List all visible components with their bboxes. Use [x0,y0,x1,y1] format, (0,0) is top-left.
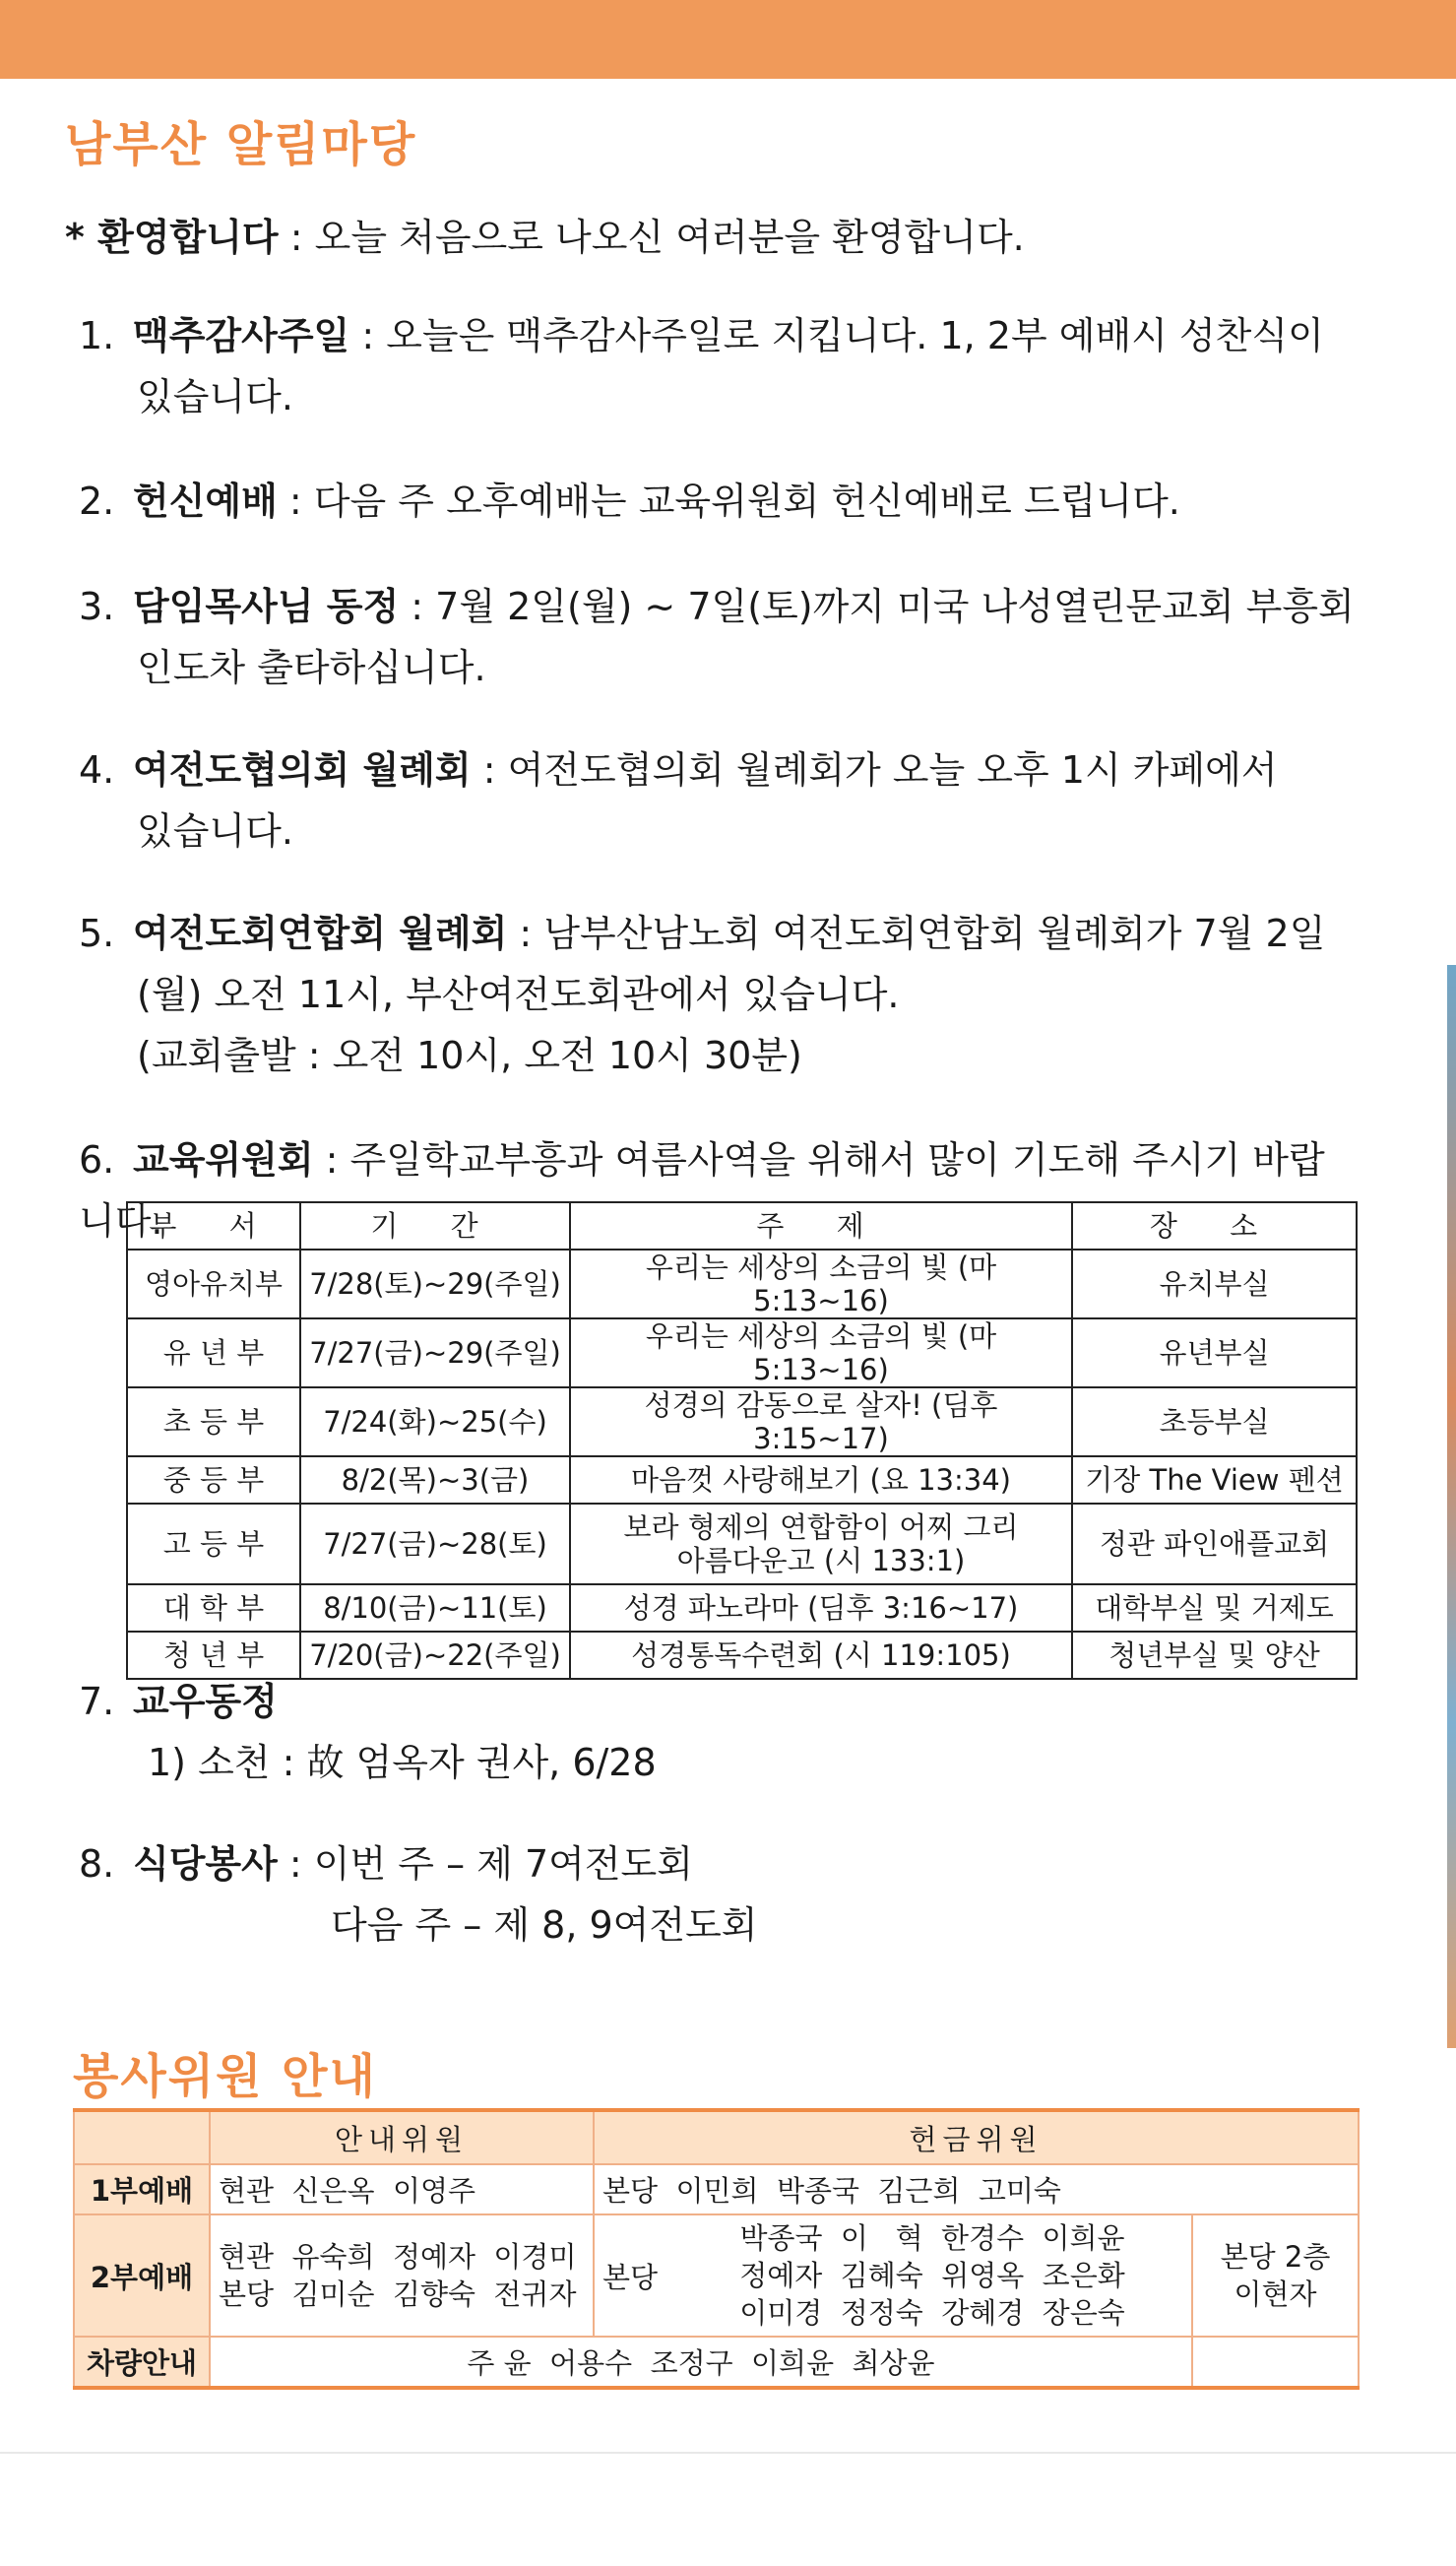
place-cell: 청년부실 및 양산 [1072,1632,1357,1679]
welcome-message [65,207,1025,261]
notice-continuation: (교회출발 : 오전 10시, 오전 10시 30분) [137,1034,802,1077]
table-header-row [127,1202,1357,1250]
header-guide: 안내위원 [210,2110,594,2164]
notice-body: : 다음 주 오후예배는 교육위원회 헌신예배로 드립니다. [277,480,1180,523]
top-color-bar [0,0,1456,79]
header-offering: 헌금위원 [594,2110,1359,2164]
place-cell: 유치부실 [1072,1250,1357,1318]
header-department: 부 서 [127,1202,300,1250]
header-theme: 주 제 [570,1202,1072,1250]
period-cell: 7/20(금)~22(주일) [300,1632,570,1679]
period-cell: 8/10(금)~11(토) [300,1584,570,1632]
table-row [127,1504,1357,1584]
notice-line: 다음 주 – 제 8, 9여전도회 [331,1903,758,1947]
theme-cell: 성경 파노라마 (딤후 3:16~17) [570,1584,1072,1632]
department-cell: 대 학 부 [127,1584,300,1632]
notice-heading: 담임목사님 동정 [133,585,400,628]
department-cell: 초 등 부 [127,1387,300,1456]
notice-number: 7. [79,1680,115,1723]
table-row [127,1318,1357,1387]
offering-place: 본당 [602,2260,659,2294]
department-cell: 영아유치부 [127,1250,300,1318]
page-title: 남부산 알림마당 [65,117,417,172]
staff-section-title: 봉사위원 안내 [73,2049,377,2104]
education-schedule-table [126,1201,1358,1680]
offering-names [594,2214,1192,2337]
department-cell: 청 년 부 [127,1632,300,1679]
theme-cell: 우리는 세상의 소금의 빛 (마 5:13~16) [570,1250,1072,1318]
header-period: 기 간 [300,1202,570,1250]
period-cell: 7/28(토)~29(주일) [300,1250,570,1318]
offering-line: 박종국 이 혁 한경수 이희윤 [739,2221,1125,2255]
notice-3 [79,576,1359,698]
notice-number: 6. [79,1138,115,1182]
guide-names [210,2214,594,2337]
notice-heading: 헌신예배 [133,480,278,523]
notice-body: : 여전도협의회 월례회가 오늘 오후 1시 카페에서 [471,748,1278,792]
notice-8 [79,1833,1359,1956]
place-cell: 초등부실 [1072,1387,1357,1456]
notice-heading: 교우동정 [133,1680,278,1723]
notice-number: 8. [79,1842,115,1886]
staff-row [74,2214,1359,2337]
notice-heading: 식당봉사 [133,1842,278,1886]
extra-name: 이현자 [1234,2277,1317,2311]
place-cell: 기장 The View 펜션 [1072,1456,1357,1504]
staff-row [74,2337,1359,2388]
department-cell: 유 년 부 [127,1318,300,1387]
header-place: 장 소 [1072,1202,1357,1250]
theme-cell: 성경통독수련회 (시 119:105) [570,1632,1072,1679]
notice-number: 4. [79,748,115,792]
theme-cell: 마음껏 사랑해보기 (요 13:34) [570,1456,1072,1504]
notice-heading: 교육위원회 [133,1138,314,1182]
extra-offering [1192,2214,1359,2337]
table-row [127,1456,1357,1504]
table-row [127,1387,1357,1456]
service-label: 차량안내 [74,2337,210,2388]
page-edge-strip [1447,965,1456,2048]
period-cell: 8/2(목)~3(금) [300,1456,570,1504]
guide-line: 현관 유숙희 정예자 이경미 [219,2240,577,2274]
header-blank [74,2110,210,2164]
notice-number: 2. [79,480,115,523]
theme-cell: 보라 형제의 연합함이 어찌 그리 아름다운고 (시 133:1) [570,1504,1072,1584]
service-label: 1부예배 [74,2164,210,2214]
table-row [127,1584,1357,1632]
theme-cell: 우리는 세상의 소금의 빛 (마 5:13~16) [570,1318,1072,1387]
notice-continuation: 인도차 출타하십니다. [137,646,486,689]
vehicle-names: 주 윤 어용수 조정구 이희윤 최상윤 [210,2337,1192,2388]
notice-continuation: 있습니다. [137,375,293,418]
extra-place: 본당 2층 [1220,2240,1331,2274]
offering-line: 정예자 김혜숙 위영옥 조은화 [739,2259,1125,2292]
period-cell: 7/27(금)~29(주일) [300,1318,570,1387]
notice-body: : 오늘은 맥추감사주일로 지킵니다. 1, 2부 예배시 성찬식이 [349,314,1324,357]
notice-continuation: 있습니다. [137,809,293,853]
place-cell: 유년부실 [1072,1318,1357,1387]
notice-heading: 여전도협의회 월례회 [133,748,472,792]
notice-number: 5. [79,912,115,955]
welcome-text: : 오늘 처음으로 나오신 여러분을 환영합니다. [278,216,1025,259]
notice-2 [79,471,1359,532]
staff-table [73,2108,1360,2390]
notice-4 [79,739,1359,862]
notice-number: 3. [79,585,115,628]
notice-heading: 맥추감사주일 [133,314,350,357]
notice-body: : 주일학교부흥과 여름사역을 위해서 많이 기도해 주시기 바랍니다. [79,1138,1325,1243]
place-cell: 정관 파인애플교회 [1072,1504,1357,1584]
notice-heading: 여전도회연합회 월례회 [133,912,508,955]
staff-row [74,2164,1359,2214]
notice-1 [79,305,1359,427]
department-cell: 고 등 부 [127,1504,300,1584]
bottom-rule [0,2452,1456,2454]
period-cell: 7/24(화)~25(수) [300,1387,570,1456]
place-cell: 대학부실 및 거제도 [1072,1584,1357,1632]
notice-number: 1. [79,314,115,357]
offering-names: 본당 이민희 박종국 김근희 고미숙 [594,2164,1359,2214]
table-row [127,1250,1357,1318]
guide-names: 현관 신은옥 이영주 [210,2164,594,2214]
offering-line: 이미경 정정숙 강혜경 장은숙 [739,2296,1125,2330]
notice-body: : 7월 2일(월) ~ 7일(토)까지 미국 나성열린문교회 부흥회 [399,585,1355,628]
notice-5 [79,903,1359,1086]
notice-continuation: (월) 오전 11시, 부산여전도회관에서 있습니다. [137,973,900,1016]
notice-line: 1) 소천 : 故 엄옥자 권사, 6/28 [148,1741,657,1784]
welcome-heading: * 환영합니다 [65,216,279,259]
department-cell: 중 등 부 [127,1456,300,1504]
notice-body: : 이번 주 – 제 7여전도회 [277,1842,693,1886]
guide-line: 본당 김미순 김향숙 전귀자 [219,2277,577,2311]
notice-7 [79,1671,1359,1793]
period-cell: 7/27(금)~28(토) [300,1504,570,1584]
theme-cell: 성경의 감동으로 살자! (딤후 3:15~17) [570,1387,1072,1456]
notice-body: : 남부산남노회 여전도회연합회 월례회가 7월 2일 [507,912,1326,955]
service-label: 2부예배 [74,2214,210,2337]
staff-header-row [74,2110,1359,2164]
empty-cell [1192,2337,1359,2388]
